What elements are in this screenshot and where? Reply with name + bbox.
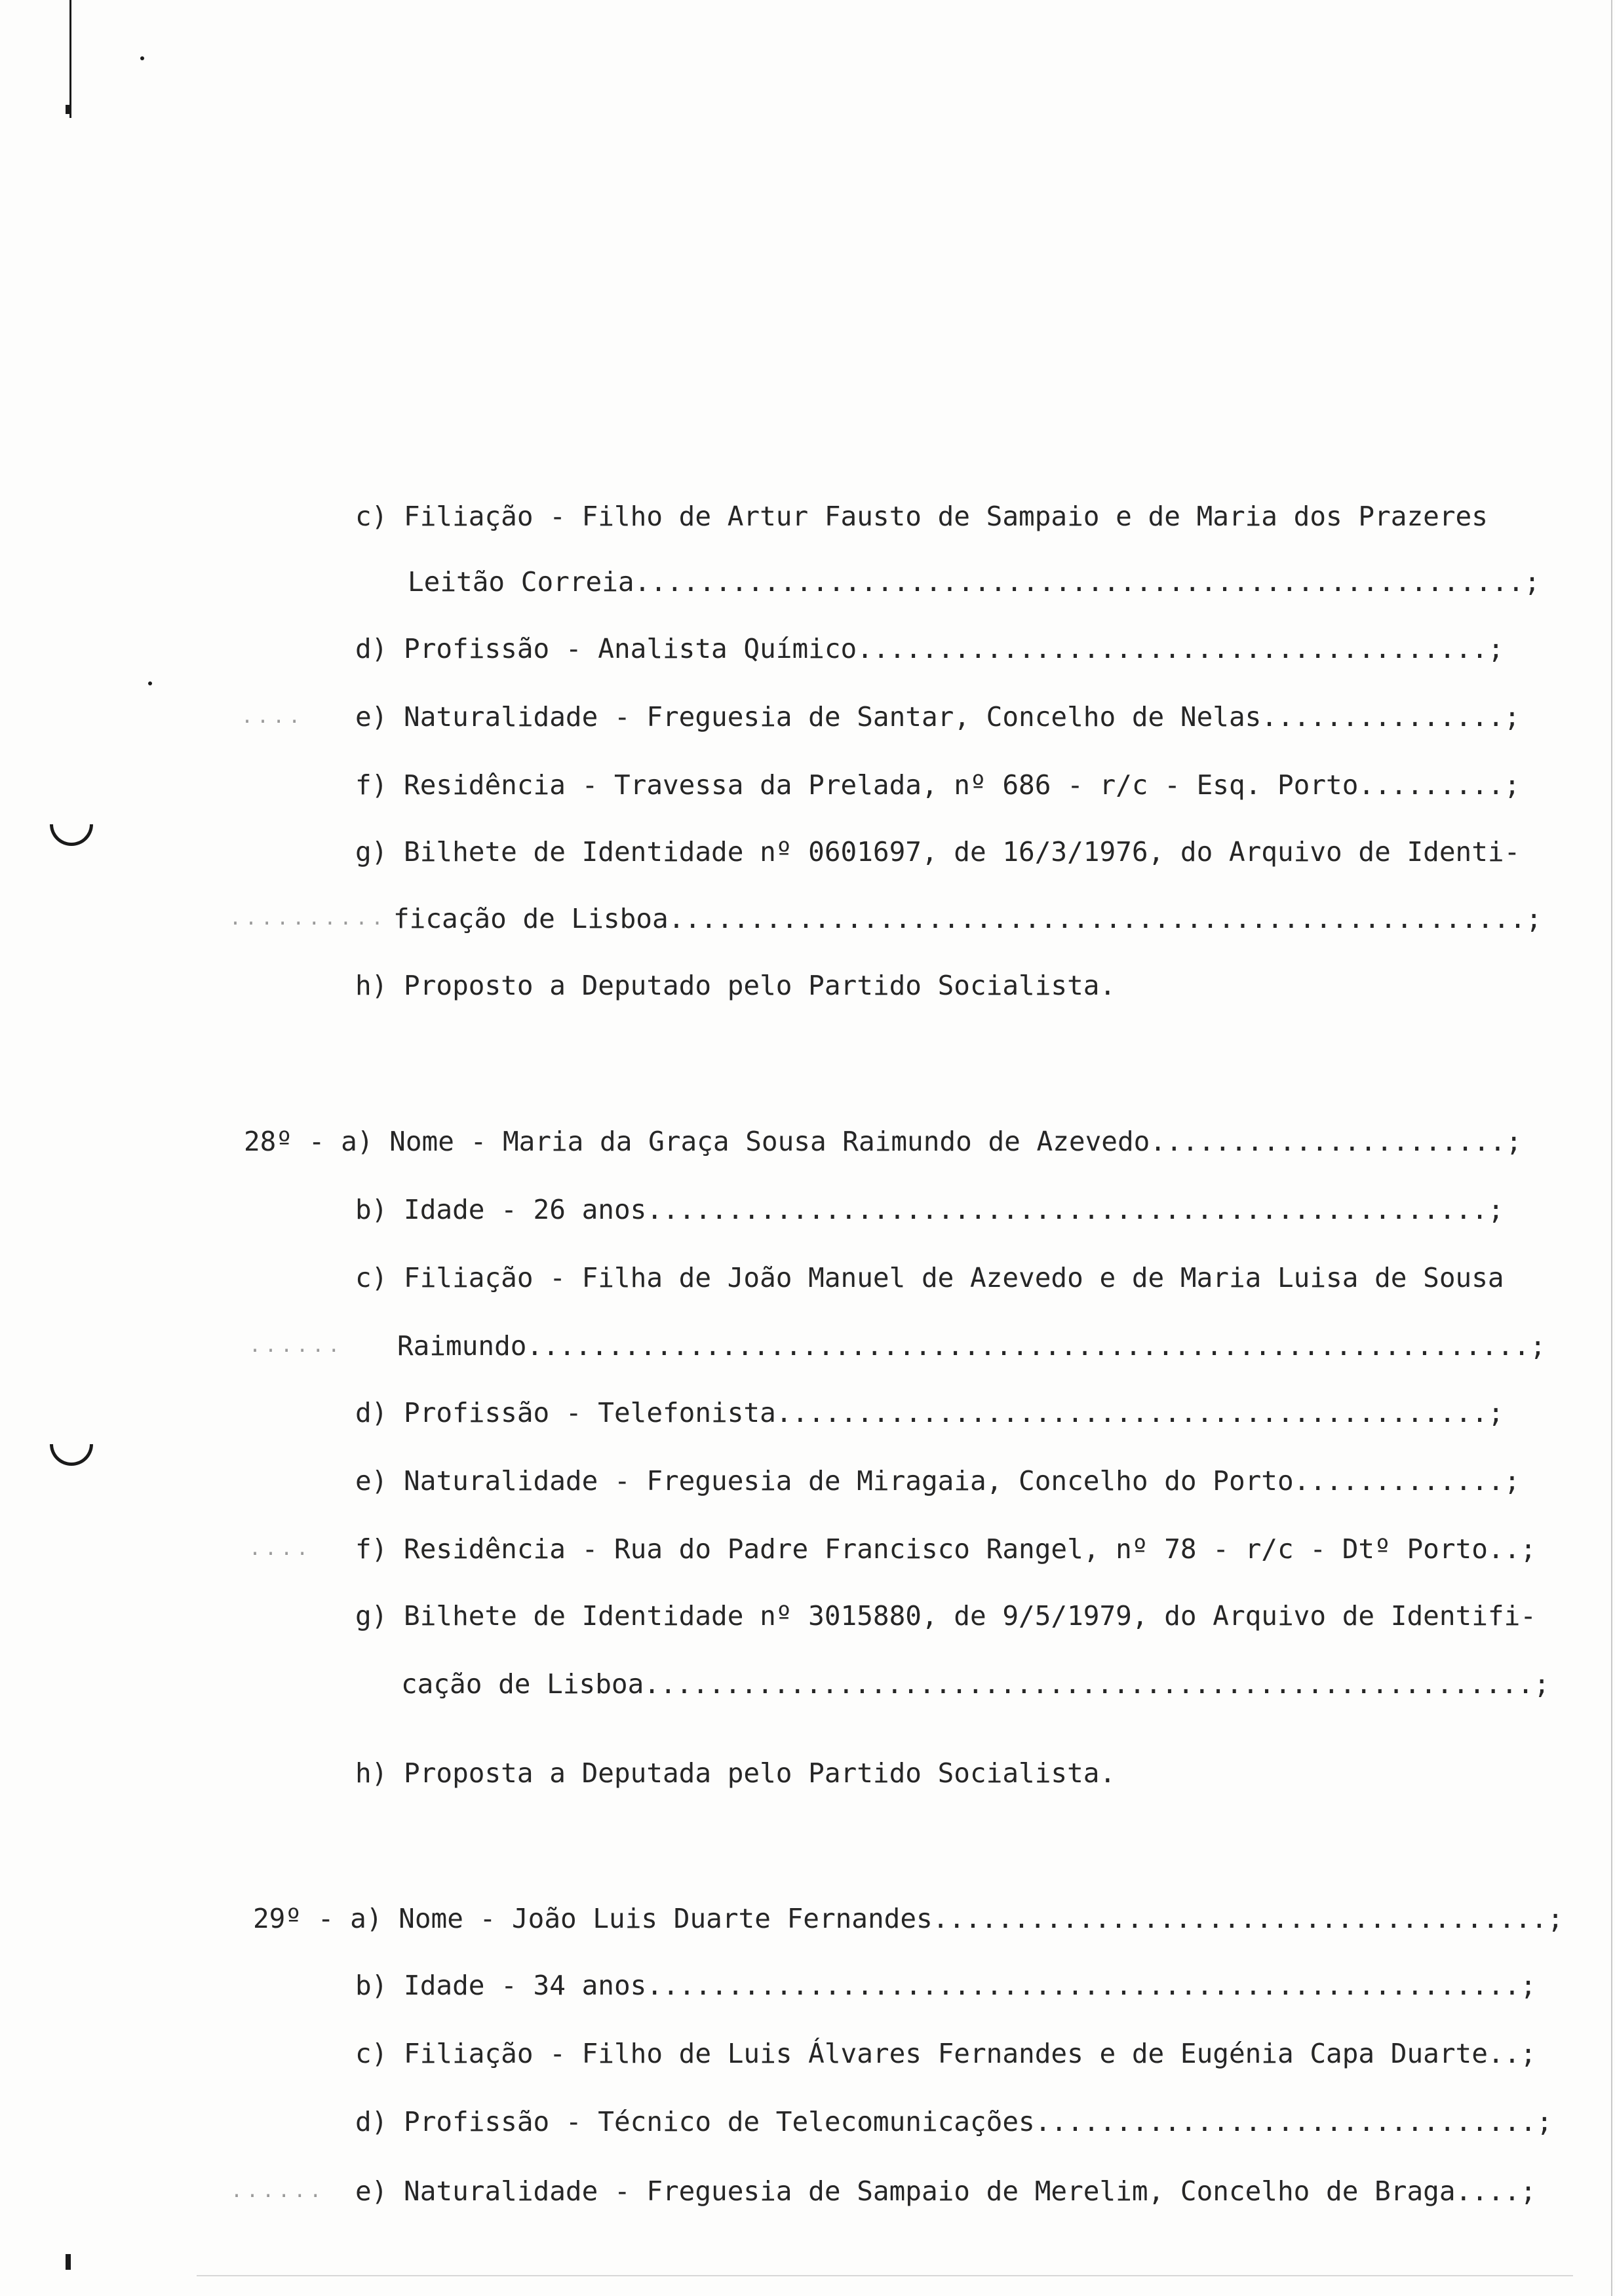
text-line	[393, 899, 1542, 938]
text-line	[244, 1122, 1522, 1161]
dotted-leader: ......	[249, 1334, 344, 1357]
text-line	[397, 1326, 1546, 1366]
line-text: d) Profissão - Analista Químico.......................................;	[355, 633, 1504, 664]
line-text: Raimundo..............................................................;	[397, 1330, 1546, 1362]
line-text: h) Proposto a Deputado pelo Partido Socialista.	[355, 970, 1116, 1001]
line-text: b) Idade - 34 anos......................................................;	[355, 1970, 1536, 2001]
page-edge-right	[1611, 0, 1612, 2296]
page-edge-bottom	[197, 2275, 1573, 2276]
text-line	[408, 562, 1540, 602]
text-line	[355, 832, 1520, 871]
scan-speck	[148, 681, 152, 685]
text-line	[355, 629, 1504, 668]
binder-edge-mark	[66, 2254, 71, 2270]
line-text: b) Idade - 26 anos....................................................;	[355, 1194, 1504, 1225]
text-line	[355, 497, 1488, 536]
text-line	[355, 1596, 1536, 1636]
text-line	[355, 1529, 1536, 1569]
text-line	[253, 1899, 1563, 1938]
line-text: f) Residência - Travessa da Prelada, nº 686 - r/c - Esq. Porto.........;	[355, 769, 1521, 801]
text-line	[355, 1393, 1504, 1432]
text-line	[355, 1966, 1536, 2005]
line-text: d) Profissão - Telefonista............................................;	[355, 1397, 1504, 1428]
binder-edge-mark-notch	[66, 105, 71, 114]
text-line	[355, 697, 1520, 737]
text-line	[355, 1753, 1116, 1793]
text-line	[355, 1461, 1520, 1501]
text-line	[355, 2034, 1536, 2073]
line-text: c) Filiação - Filha de João Manuel de Azevedo e de Maria Luisa de Sousa	[355, 1262, 1504, 1293]
text-line	[355, 765, 1520, 805]
line-text: cação de Lisboa.......................................................;	[401, 1668, 1550, 1700]
line-text: g) Bilhete de Identidade nº 3015880, de 9/5/1979, do Arquivo de Identifi-	[355, 1600, 1536, 1632]
text-line	[401, 1664, 1550, 1704]
line-text: e) Naturalidade - Freguesia de Sampaio de Merelim, Concelho de Braga....;	[355, 2175, 1536, 2207]
scan-speck	[140, 56, 144, 60]
punch-hole-mark	[50, 824, 93, 846]
line-text: c) Filiação - Filho de Luis Álvares Fernandes e de Eugénia Capa Duarte..;	[355, 2038, 1536, 2069]
line-text: Leitão Correia.......................................................;	[408, 566, 1540, 598]
dotted-leader: ..........	[229, 907, 387, 930]
line-text: ficação de Lisboa.....................................................;	[393, 903, 1542, 934]
dotted-leader: ....	[241, 705, 305, 728]
text-line	[355, 966, 1116, 1005]
line-text: g) Bilhete de Identidade nº 0601697, de 16/3/1976, do Arquivo de Identi-	[355, 836, 1521, 868]
line-text: c) Filiação - Filho de Artur Fausto de Sampaio e de Maria dos Prazeres	[355, 501, 1488, 532]
punch-hole-mark	[50, 1444, 93, 1466]
line-text: 28º - a) Nome - Maria da Graça Sousa Raimundo de Azevedo......................;	[244, 1126, 1523, 1157]
text-line	[355, 2172, 1536, 2211]
line-text: 29º - a) Nome - João Luis Duarte Fernandes......................................;	[253, 1903, 1564, 1934]
dotted-leader: ....	[249, 1537, 313, 1560]
text-line	[355, 1190, 1504, 1229]
line-text: e) Naturalidade - Freguesia de Santar, Concelho de Nelas...............;	[355, 701, 1521, 733]
line-text: e) Naturalidade - Freguesia de Miragaia, Concelho do Porto.............;	[355, 1465, 1521, 1497]
line-text: f) Residência - Rua do Padre Francisco Rangel, nº 78 - r/c - Dtº Porto..;	[355, 1533, 1536, 1565]
text-line	[355, 2102, 1553, 2141]
binder-edge-mark	[69, 0, 71, 118]
line-text: h) Proposta a Deputada pelo Partido Socialista.	[355, 1757, 1116, 1789]
line-text: d) Profissão - Técnico de Telecomunicações...............................;	[355, 2106, 1553, 2137]
text-line	[355, 1258, 1504, 1297]
dotted-leader: ......	[231, 2179, 326, 2202]
